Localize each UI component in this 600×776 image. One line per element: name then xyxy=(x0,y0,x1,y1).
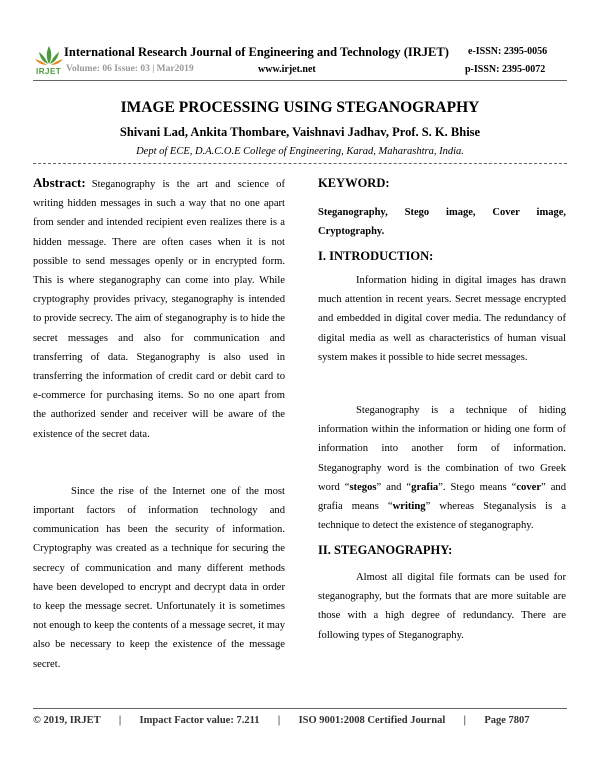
keyword-heading: KEYWORD: xyxy=(318,176,390,190)
steganography-paragraph xyxy=(318,568,566,645)
paper-title: IMAGE PROCESSING USING STEGANOGRAPHY xyxy=(120,99,480,116)
intro-p2-e: ” whereas Steganalysis is a technique to detect the existence of steganography. xyxy=(318,501,566,532)
steg-p1-text: Almost all digital file formats can be used for steganography, but the formats that are more suitable are those with a high degree of redundancy. There are following types of Steganography. xyxy=(318,572,566,641)
title-separator xyxy=(33,163,567,164)
introduction-paragraph-1 xyxy=(318,271,566,367)
irjet-logo xyxy=(33,42,65,78)
intro-p2-b: ” and “ xyxy=(376,481,412,493)
intro-p1-text: Information hiding in digital images has drawn much attention in recent years. Secret message encrypted and embedded in digital cover media. The redundancy of digital media as well as characteristics of human visual system makes it possible to hide secret messages. xyxy=(318,275,566,363)
abstract-paragraph xyxy=(33,173,285,444)
journal-title: International Research Journal of Engineering and Technology (IRJET) xyxy=(64,45,449,59)
term-writing: writing xyxy=(392,501,426,513)
volume-issue: Volume: 06 Issue: 03 | Mar2019 xyxy=(66,64,194,74)
website-link[interactable]: www.irjet.net xyxy=(258,64,316,75)
page-footer: © 2019, IRJET | Impact Factor value: 7.211 | ISO 9001:2008 Certified Journal | Page 7807 xyxy=(33,715,530,726)
header-rule xyxy=(33,80,567,81)
footer-copyright: © 2019, IRJET xyxy=(33,715,101,726)
introduction-heading: I. INTRODUCTION: xyxy=(318,249,434,263)
keyword-text: Steganography, Stego image, Cover image, Cryptography. xyxy=(318,207,566,237)
intro-p2-d: ” and grafia means “ xyxy=(318,481,567,513)
footer-iso: ISO 9001:2008 Certified Journal xyxy=(298,715,446,726)
term-cover: cover xyxy=(516,481,542,493)
e-issn: e-ISSN: 2395-0056 xyxy=(468,46,548,57)
abstract-paragraph-2: Since the rise of the Internet one of the most important factors of information technology and communication has been the security of information. Cryptography was created as a technique for securing the secrecy of communication and many different methods have been developed to encrypt and decrypt data in order to keep the message secret. Unfortunately it is sometimes not enough to keep the contents of a message secret, it may also be necessary to keep the existence of the message secret. xyxy=(33,485,285,670)
left-column xyxy=(33,173,285,674)
abstract-heading: Abstract: xyxy=(33,175,86,190)
authors: Shivani Lad, Ankita Thombare, Vaishnavi Jadhav, Prof. S. K. Bhise xyxy=(119,125,481,139)
term-grafia: grafia xyxy=(411,481,439,493)
footer-rule xyxy=(33,708,567,709)
term-stegos: stegos xyxy=(349,481,377,493)
logo-text: IRJET xyxy=(36,67,62,76)
affiliation: Dept of ECE, D.A.C.O.E College of Engineering, Karad, Maharashtra, India. xyxy=(136,146,464,157)
p-issn: p-ISSN: 2395-0072 xyxy=(465,64,546,75)
steganography-heading: II. STEGANOGRAPHY: xyxy=(318,543,453,557)
abstract-text: Steganography is the art and science of writing hidden messages in such a way that no one apart from sender and intended recipient even realizes there is a hidden message. There are often cases when it is not possible to send messages openly or in encrypted form. This is where steganography can come into play. While cryptography provides privacy, steganography is intended to provide secrecy. The aim of steganography is to hide the secret messages and also for communication and transferring of data. Steganography is also used in transferring the information of credit card or debit card to e-commerce for purchasing items. So no one apart from the authorized sender and receiver will be aware of the existence of the secret data. xyxy=(33,179,285,440)
introduction-paragraph-2 xyxy=(318,401,566,535)
intro-p2-a: Steganography is a technique of hiding information within the information or hiding one form of information into another form of information. Steganography word is the combination of two Greek word “ xyxy=(318,405,566,493)
footer-impact: Impact Factor value: 7.211 xyxy=(139,715,260,726)
footer-page: Page 7807 xyxy=(484,715,530,726)
intro-p2-c: ”. Stego means “ xyxy=(438,481,517,493)
